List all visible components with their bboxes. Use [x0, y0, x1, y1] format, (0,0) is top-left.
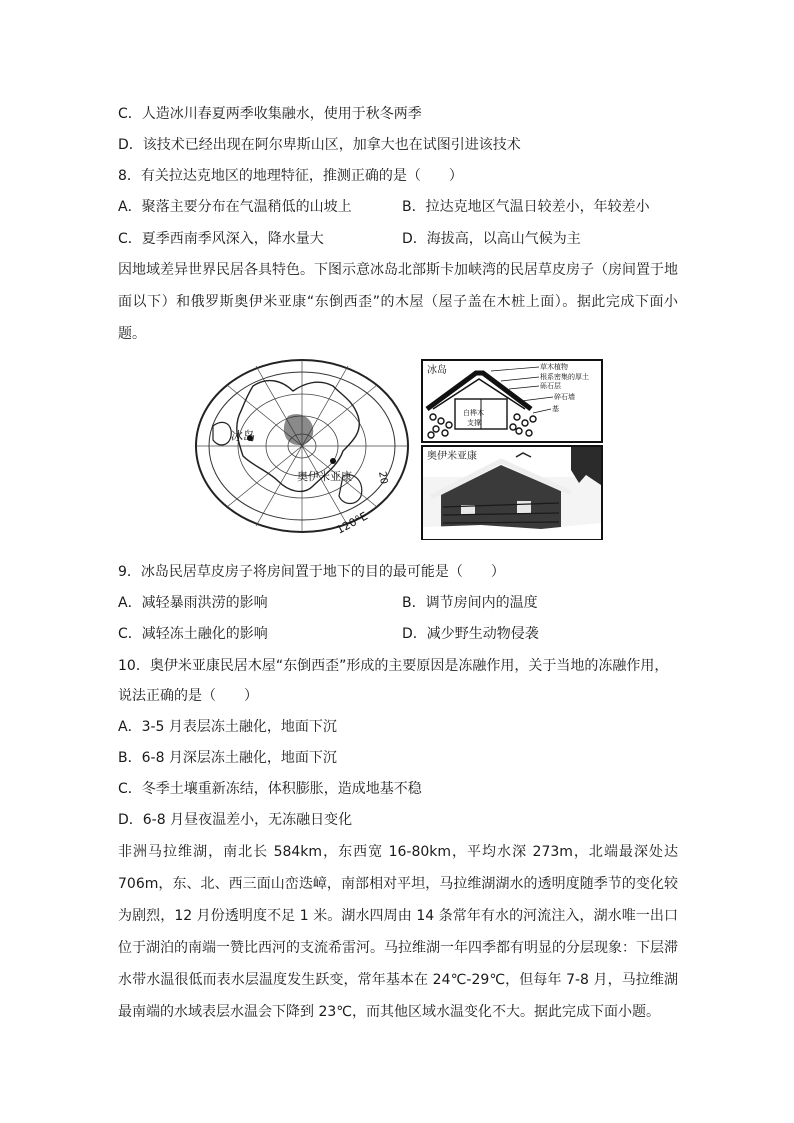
q7-option-d: D．该技术已经出现在阿尔卑斯山区，加拿大也在试图引进该技术	[118, 137, 521, 153]
map-label-iceland: 冰岛	[231, 429, 256, 443]
map-label-oymyakon: 奥伊米亚康	[297, 470, 352, 483]
layer-label-vegetation: 草木植物	[540, 363, 568, 371]
map-label-latitude: 20	[376, 470, 390, 486]
layer-label-thick-soil: 根系密集的厚土	[540, 373, 589, 381]
q10-option-d: D．6-8 月昼夜温差小，无冻融日变化	[118, 812, 353, 828]
oymyakon-marker	[330, 458, 336, 464]
iceland-house-figure	[421, 359, 603, 443]
polar-map-figure	[193, 356, 411, 540]
q10-option-b: B．6-8 月深层冻土融化，地面下沉	[118, 750, 337, 766]
q10-option-c: C．冬季土壤重新冻结，体积膨胀，造成地基不稳	[118, 781, 422, 797]
q9-option-d: D．减少野生动物侵袭	[402, 626, 539, 642]
q10-stem-line2: 说法正确的是（ ）	[118, 688, 258, 704]
q9-option-b: B．调节房间内的温度	[402, 595, 538, 611]
iceland-house-title: 冰岛	[427, 365, 447, 376]
q8-option-a: A．聚落主要分布在气温稍低的山坡上	[118, 199, 352, 215]
arctic-landmass	[284, 414, 313, 445]
q10-option-a: A．3-5 月表层冻土融化，地面下沉	[118, 719, 337, 735]
layer-label-stone-wall: 碎石墙	[554, 393, 575, 401]
intro-dwellings: 因地域差异世界民居各具特色。下图示意冰岛北部斯卡加峡湾的民居草皮房子（房间置于地面以下）和俄罗斯奥伊米亚康“东倒西歪”的木屋（屋子盖在木桩上面）。据此完成下面小题。	[118, 262, 678, 342]
q8-stem: 8．有关拉达克地区的地理特征，推测正确的是（ ）	[118, 168, 463, 184]
inner-label-birch: 白桦木	[463, 409, 484, 417]
q8-option-b: B．拉达克地区气温日较差小，年较差小	[402, 199, 650, 215]
layer-label-gravel: 砾石层	[540, 382, 561, 390]
q8-option-d: D．海拔高，以高山气候为主	[402, 231, 581, 247]
inner-label-support: 支撑	[467, 419, 481, 427]
q7-option-c: C．人造冰川春夏两季收集融水，使用于秋冬两季	[118, 106, 422, 122]
q10-stem-line1: 10．奥伊米亚康民居木屋“东倒西歪”形成的主要原因是冻融作用，关于当地的冻融作用，	[118, 658, 669, 674]
intro-lake-malawi: 非洲马拉维湖，南北长 584km，东西宽 16-80km，平均水深 273m，北端最深处达 706m，东、北、西三面山峦迭嶂，南部相对平坦，马拉维湖湖水的透明度随季节的变化较为剧烈，12 月份透明度不足 1 米。湖水四周由 14 条常年有水的河流注入，湖水唯一出口位于湖泊的南端一赞比西河的支流希雷河。马拉维湖一年四季都有明显的分层现象：下层滞水带水温很低而表水层温度发生跃变，常年基本在 24℃-29℃，但每年 7-8 月，马拉维湖最南端的水域表层水温会下降到 23℃，而其他区域水温变化不大。据此完成下面小题。	[118, 844, 678, 1020]
q9-option-c: C．减轻冻土融化的影响	[118, 626, 268, 642]
q9-option-a: A．减轻暴雨洪涝的影响	[118, 595, 268, 611]
q9-stem: 9．冰岛民居草皮房子将房间置于地下的目的最可能是（ ）	[118, 564, 505, 580]
oymyakon-house-photo	[421, 445, 603, 540]
q8-option-c: C．夏季西南季风深入，降水量大	[118, 231, 324, 247]
layer-label-base: 基	[552, 405, 559, 413]
oymyakon-photo-title: 奥伊米亚康	[427, 451, 477, 462]
map-label-longitude: 120°E	[334, 509, 370, 537]
